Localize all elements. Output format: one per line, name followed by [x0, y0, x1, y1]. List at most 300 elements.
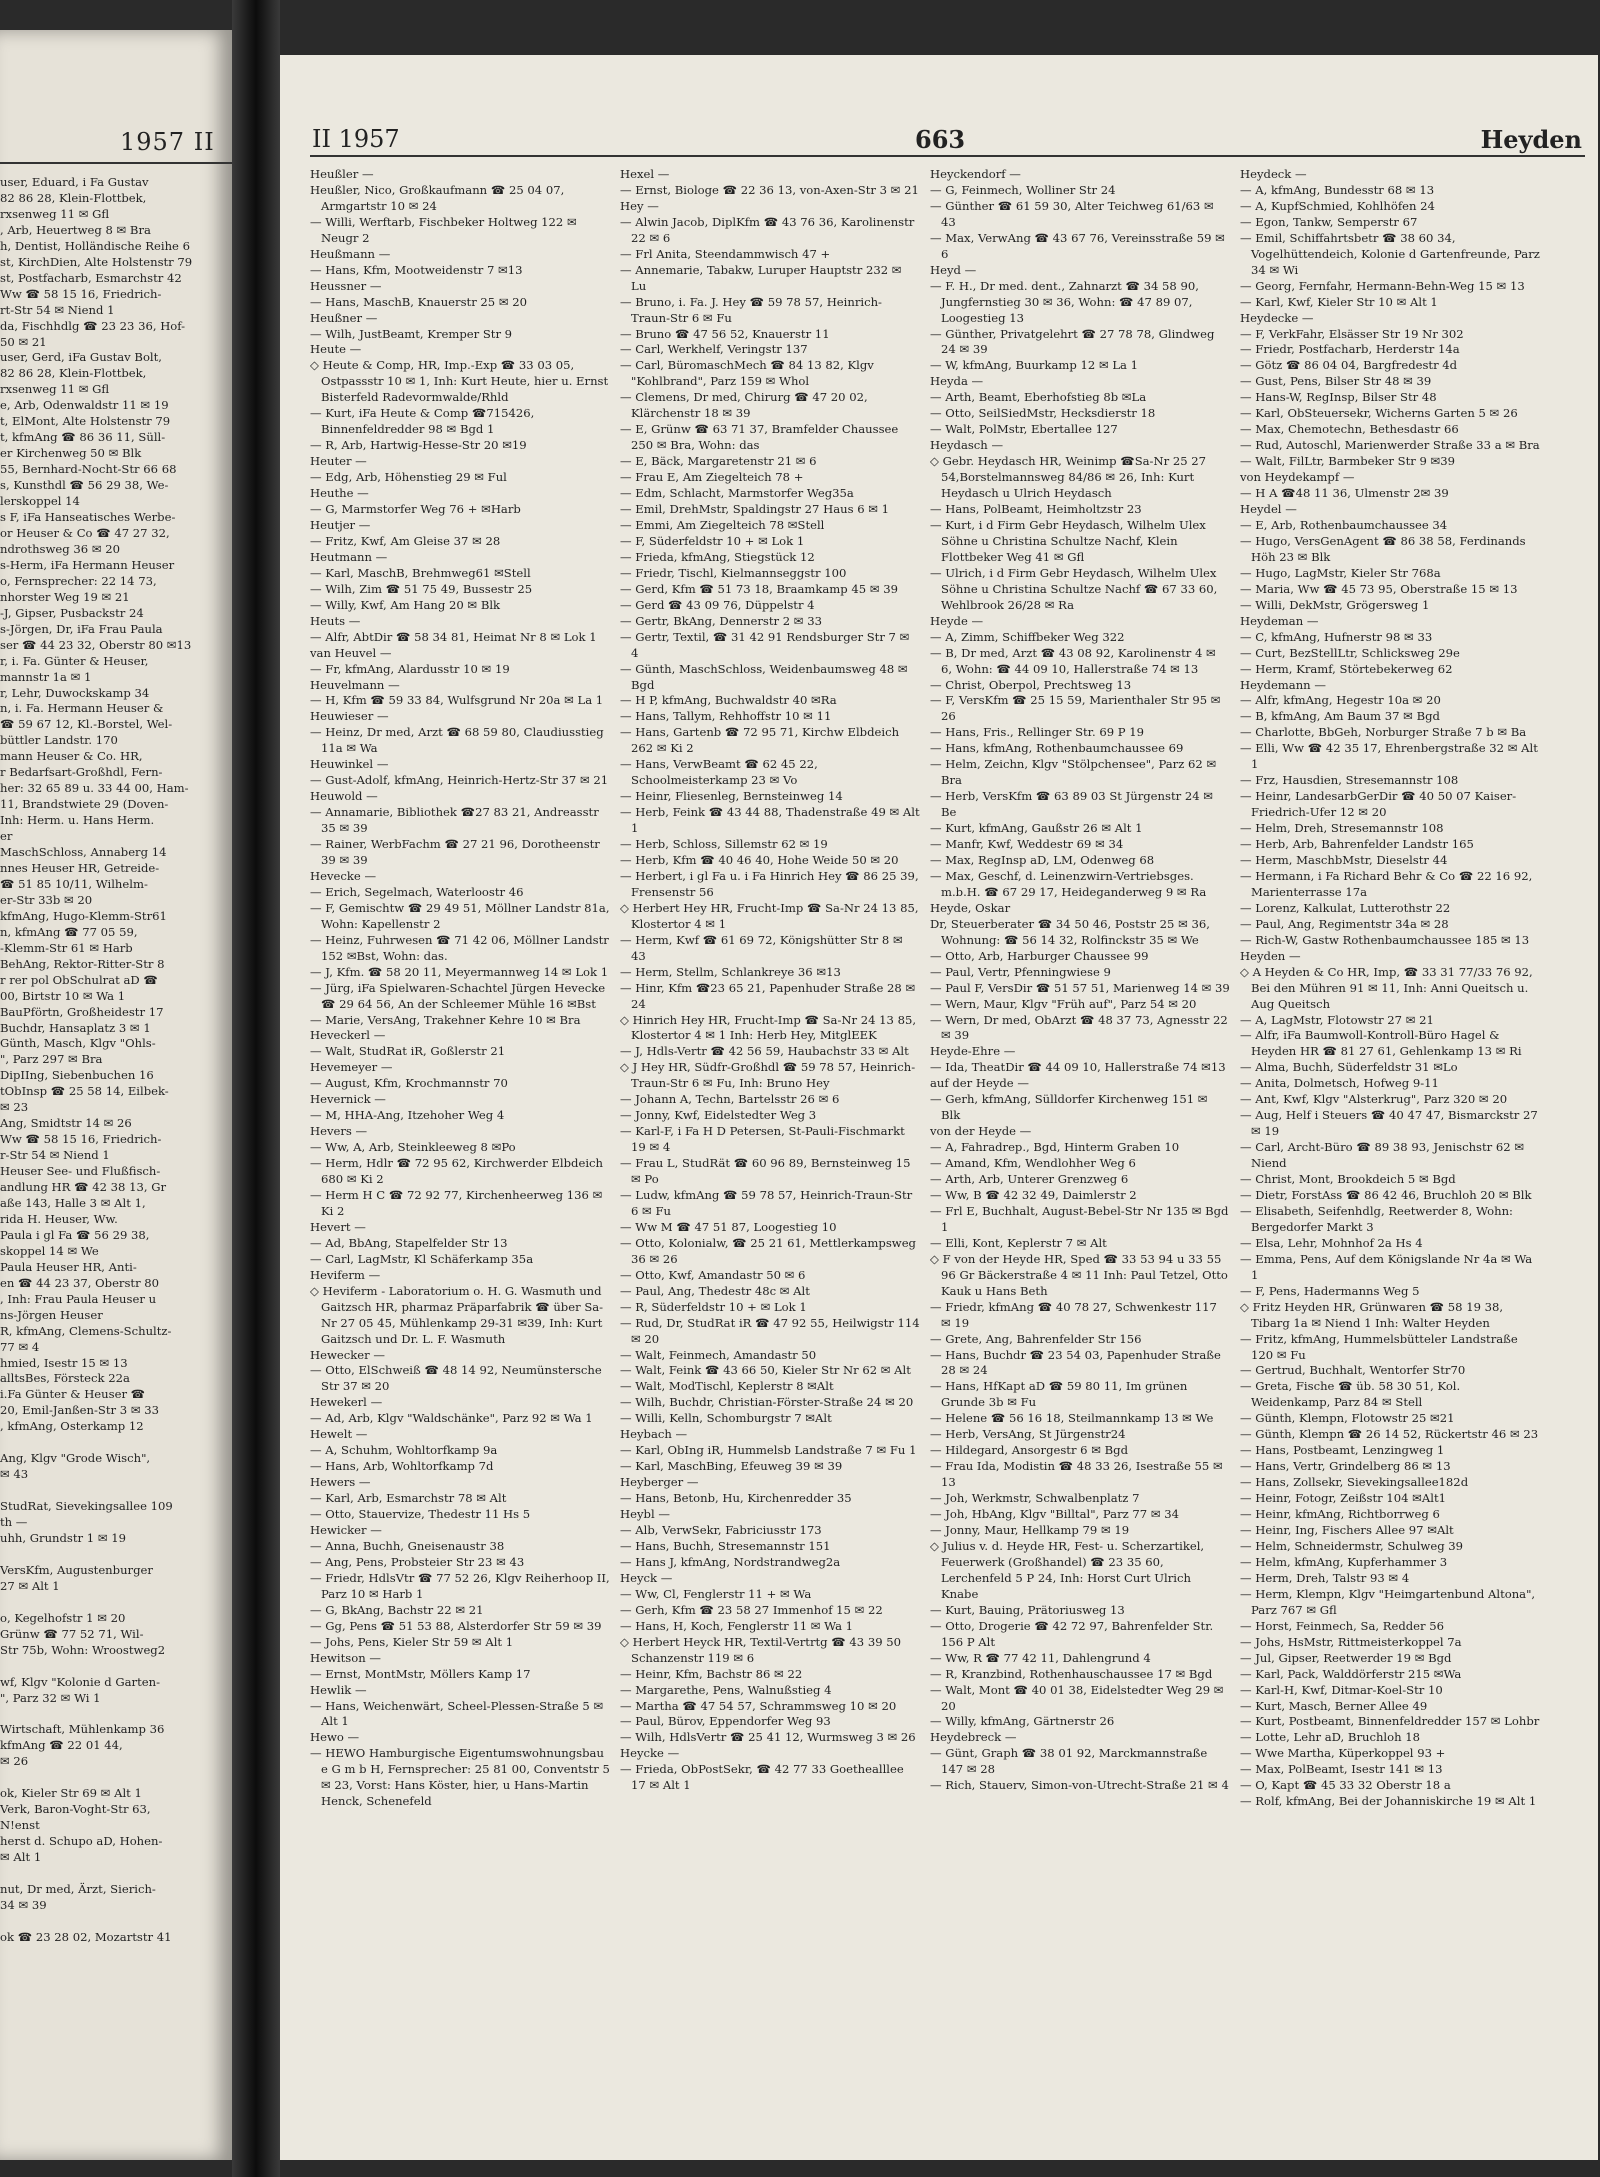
- directory-entry: — Ida, TheatDir ☎ 44 09 10, Hallerstraße 74 ✉13: [930, 1060, 1226, 1075]
- directory-entry: — A, kfmAng, Bundesstr 68 ✉ 13: [1240, 182, 1435, 197]
- directory-entry: — Max, Geschf, d. Leinenzwirn-Vertriebsges. m.b.H. ☎ 67 29 17, Heideganderweg 9 ✉ Ra: [930, 868, 1207, 899]
- directory-entry: Heyde —: [930, 613, 984, 628]
- directory-entry: Heydeck —: [1240, 167, 1307, 181]
- left-page-line: ", Parz 297 ✉ Bra: [0, 1052, 103, 1067]
- directory-entry: — Alfr, AbtDir ☎ 58 34 81, Heimat Nr 8 ✉ Lok 1: [310, 629, 597, 644]
- directory-entry: — Alfr, kfmAng, Hegestr 10a ✉ 20: [1240, 693, 1441, 708]
- directory-entry: — F. H., Dr med. dent., Zahnarzt ☎ 34 58 90, Jungfernstieg 30 ✉ 36, Wohn: ☎ 47 89 07, Loogestieg 13: [930, 278, 1199, 325]
- directory-entry: — Marie, VersAng, Trakehner Kehre 10 ✉ Bra: [310, 1012, 581, 1027]
- directory-entry: — Frau L, StudRät ☎ 60 96 89, Bernsteinweg 15 ✉ Po: [620, 1156, 911, 1187]
- directory-entry: — Gerd, Kfm ☎ 51 73 18, Braamkamp 45 ✉ 39: [620, 581, 899, 596]
- directory-entry: — Walt, ModTischl, Keplerstr 8 ✉Alt: [620, 1379, 834, 1394]
- left-page-line: ns-Jörgen Heuser: [0, 1307, 103, 1322]
- directory-entry: — Rich, Stauerv, Simon-von-Utrecht-Straße 21 ✉ 4: [930, 1778, 1229, 1793]
- left-page-line: n, i. Fa. Hermann Heuser &: [0, 701, 164, 716]
- directory-entry: — Otto, Kolonialw, ☎ 25 21 61, Mettlerkampsweg 36 ✉ 26: [620, 1235, 916, 1266]
- left-page-line: 11, Brandstwiete 29 (Doven-: [0, 797, 169, 812]
- left-page-line: kfmAng, Hugo-Klemm-Str61: [0, 908, 167, 923]
- directory-entry: Heutjer —: [310, 517, 371, 532]
- left-page-line: Ang, Klgv "Grode Wisch",: [0, 1451, 151, 1466]
- directory-entry: — Max, RegInsp aD, LM, Odenweg 68: [930, 852, 1155, 867]
- directory-entry: ◇ J Hey HR, Südfr-Großhdl ☎ 59 78 57, Heinrich-Traun-Str 6 ✉ Fu, Inh: Bruno Hey: [620, 1060, 916, 1091]
- left-page-line: s F, iFa Hanseatisches Werbe-: [0, 510, 176, 525]
- directory-entry: — F, Gemischtw ☎ 29 49 51, Möllner Landstr 81a, Wohn: Kapellenstr 2: [310, 900, 610, 931]
- directory-entry: — Willi, Werftarb, Fischbeker Holtweg 122 ✉ Neugr 2: [310, 214, 577, 245]
- directory-entry: — Aug, Helf i Steuers ☎ 40 47 47, Bismarckstr 27 ✉ 19: [1240, 1108, 1538, 1139]
- directory-entry: — Jul, Gipser, Reetwerder 19 ✉ Bgd: [1240, 1650, 1452, 1665]
- left-page-line: nnes Heuser HR, Getreide-: [0, 860, 160, 875]
- directory-entry: — Christ, Oberpol, Prechtsweg 13: [930, 677, 1132, 692]
- left-page-line: Ww ☎ 58 15 16, Friedrich-: [0, 1132, 162, 1147]
- directory-entry: — Hans, Gartenb ☎ 72 95 71, Kirchw Elbdeich 262 ✉ Ki 2: [620, 725, 900, 756]
- directory-entry: — Kurt, Postbeamt, Binnenfeldredder 157 ✉ Lohbr: [1240, 1714, 1540, 1729]
- directory-entry: Heybach —: [620, 1427, 688, 1442]
- directory-entry: Heydecke —: [1240, 310, 1314, 325]
- left-page-line: 27 ✉ Alt 1: [0, 1578, 60, 1593]
- directory-column-1: [310, 167, 610, 1810]
- directory-entry: — Karl, MaschB, Brehmweg61 ✉Stell: [310, 565, 531, 580]
- directory-entry: — Edm, Schlacht, Marmstorfer Weg35a: [620, 486, 854, 501]
- left-page-line: r, Lehr, Duwockskamp 34: [0, 685, 150, 700]
- directory-entry: Heuvelmann —: [310, 677, 400, 692]
- left-page-line: er-Str 33b ✉ 20: [0, 892, 93, 907]
- left-page-line: 55, Bernhard-Nocht-Str 66 68: [0, 462, 177, 477]
- directory-entry: — Clemens, Dr med, Chirurg ☎ 47 20 02, Klärchenstr 18 ✉ 39: [620, 390, 868, 421]
- left-page-line: Ang, Smidtstr 14 ✉ 26: [0, 1116, 132, 1131]
- left-page-line: wf, Klgv "Kolonie d Garten-: [0, 1674, 160, 1689]
- directory-entry: — Walt, FilLtr, Barmbeker Str 9 ✉39: [1240, 454, 1456, 469]
- directory-entry: — F, Süderfeldstr 10 + ✉ Lok 1: [620, 533, 805, 548]
- directory-entry: Heuwinkel —: [310, 757, 389, 772]
- directory-entry: — August, Kfm, Krochmannstr 70: [310, 1076, 508, 1091]
- directory-entry: — Max, VerwAng ☎ 43 67 76, Vereinsstraße 59 ✉ 6: [930, 230, 1225, 261]
- directory-entry: — Wilh, JustBeamt, Kremper Str 9: [310, 326, 513, 341]
- left-page-line: [0, 1483, 232, 1499]
- directory-entry: Hewekerl —: [310, 1395, 383, 1410]
- left-page-line: büttler Landstr. 170: [0, 733, 118, 748]
- directory-entry: — Friedr, HdlsVtr ☎ 77 52 26, Klgv Reiherhoop II, Parz 10 ✉ Harb 1: [310, 1570, 610, 1601]
- left-page-line: o, Kegelhofstr 1 ✉ 20: [0, 1610, 126, 1625]
- directory-entry: — Willi, Kelln, Schomburgstr 7 ✉Alt: [620, 1411, 832, 1426]
- directory-entry: — Ad, Arb, Klgv "Waldschänke", Parz 92 ✉ Wa 1: [310, 1411, 593, 1426]
- directory-entry: Heuwieser —: [310, 709, 389, 724]
- directory-entry: — Otto, ElSchweiß ☎ 48 14 92, Neumünstersche Str 37 ✉ 20: [310, 1363, 602, 1394]
- left-page-line: en ☎ 44 23 37, Oberstr 80: [0, 1275, 160, 1290]
- directory-entry: — Frau E, Am Ziegelteich 78 +: [620, 470, 804, 485]
- directory-entry: — Alwin Jacob, DiplKfm ☎ 43 76 36, Karolinenstr 22 ✉ 6: [620, 214, 915, 245]
- directory-entry: Heuwold —: [310, 789, 378, 804]
- directory-entry: — Paul F, VersDir ☎ 51 57 51, Marienweg 14 ✉ 39: [930, 980, 1230, 995]
- page-number: 663: [915, 125, 966, 154]
- directory-entry: auf der Heyde —: [930, 1076, 1029, 1091]
- directory-entry: — Otto, Arb, Harburger Chaussee 99: [930, 948, 1149, 963]
- directory-entry: Heyd —: [930, 262, 977, 277]
- directory-column-2: [620, 167, 920, 1794]
- directory-entry: Heydel —: [1240, 502, 1297, 517]
- directory-entry: — Elsa, Lehr, Mohnhof 2a Hs 4: [1240, 1235, 1423, 1250]
- directory-entry: Heussner —: [310, 278, 382, 293]
- directory-entry: — Herm H C ☎ 72 92 77, Kirchenheerweg 136 ✉ Ki 2: [310, 1188, 603, 1218]
- directory-entry: — Gertrud, Buchhalt, Wentorfer Str70: [1240, 1363, 1466, 1378]
- left-page-line: [0, 1435, 232, 1451]
- directory-entry: — Hans, Tallym, Rehhoffstr 10 ✉ 11: [620, 709, 832, 724]
- directory-entry: van Heuvel —: [310, 645, 392, 660]
- directory-entry: — Ww, A, Arb, Steinkleeweg 8 ✉Po: [310, 1140, 516, 1155]
- directory-entry: — A, Fahradrep., Bgd, Hinterm Graben 10: [930, 1140, 1180, 1155]
- directory-entry: — Joh, HbAng, Klgv "Billtal", Parz 77 ✉ 34: [930, 1507, 1180, 1522]
- directory-entry: — Herm, Kramf, Störtebekerweg 62: [1240, 661, 1453, 676]
- directory-entry: — Fritz, Kwf, Am Gleise 37 ✉ 28: [310, 533, 501, 548]
- directory-entry: — Heinr, LandesarbGerDir ☎ 40 50 07 Kaiser-Friedrich-Ufer 12 ✉ 20: [1240, 789, 1517, 820]
- directory-entry: — G, Feinmech, Wolliner Str 24: [930, 182, 1116, 197]
- left-page-line: mannstr 1a ✉ 1: [0, 669, 92, 684]
- directory-entry: — Gertr, BkAng, Dennerstr 2 ✉ 33: [620, 613, 822, 628]
- directory-entry: — Fr, kfmAng, Alardusstr 10 ✉ 19: [310, 661, 510, 676]
- left-page: [0, 30, 232, 2160]
- directory-entry: — Hans, Fris., Rellinger Str. 69 P 19: [930, 725, 1144, 740]
- directory-entry: Heveckerl —: [310, 1028, 386, 1043]
- directory-entry: — Wilh, HdlsVertr ☎ 25 41 12, Wurmsweg 3 ✉ 26: [620, 1730, 916, 1745]
- left-page-line: andlung HR ☎ 42 38 13, Gr: [0, 1180, 167, 1195]
- directory-entry: — Hans J, kfmAng, Nordstrandweg2a: [620, 1554, 841, 1569]
- directory-entry: — Paul, Ang, Thedestr 48c ✉ Alt: [620, 1283, 810, 1298]
- directory-entry: — Friedr, Postfacharb, Herderstr 14a: [1240, 342, 1460, 357]
- directory-entry: — R, Süderfeldstr 10 + ✉ Lok 1: [620, 1299, 807, 1314]
- directory-entry: — Bruno, i. Fa. J. Hey ☎ 59 78 57, Heinrich-Traun-Str 6 ✉ Fu: [620, 294, 882, 325]
- directory-entry: — Rud, Dr, StudRat iR ☎ 47 92 55, Heilwigstr 114 ✉ 20: [620, 1315, 920, 1346]
- directory-entry: Heyden —: [1240, 948, 1301, 963]
- left-page-line: rt-Str 54 ✉ Niend 1: [0, 302, 115, 317]
- directory-entry: — Charlotte, BbGeh, Norburger Straße 7 b ✉ Ba: [1240, 725, 1527, 740]
- directory-entry: — Willy, Kwf, Am Hang 20 ✉ Blk: [310, 597, 501, 612]
- directory-entry: — Maria, Ww ☎ 45 73 95, Oberstraße 15 ✉ 13: [1240, 581, 1518, 596]
- directory-entry: ◇ A Heyden & Co HR, Imp, ☎ 33 31 77/33 76 92, Bei den Mühren 91 ✉ 11, Inh: Anni Queitsch u. Aug Queitsch: [1240, 964, 1533, 1011]
- directory-entry: — Rolf, kfmAng, Bei der Johanniskirche 19 ✉ Alt 1: [1240, 1794, 1537, 1809]
- directory-entry: — Ad, BbAng, Stapelfelder Str 13: [310, 1235, 508, 1250]
- left-page-line: 50 ✉ 21: [0, 334, 47, 349]
- directory-entry: — Heinr, Kfm, Bachstr 86 ✉ 22: [620, 1666, 803, 1681]
- directory-entry: — Helm, kfmAng, Kupferhammer 3: [1240, 1554, 1448, 1569]
- left-page-line: i.Fa Günter & Heuser ☎: [0, 1387, 146, 1402]
- directory-entry: Heutmann —: [310, 549, 388, 564]
- directory-entry: — Hildegard, Ansorgestr 6 ✉ Bgd: [930, 1443, 1129, 1458]
- left-page-line: StudRat, Sievekingsallee 109: [0, 1499, 173, 1514]
- directory-entry: — M, HHA-Ang, Itzehoher Weg 4: [310, 1108, 505, 1123]
- directory-entry: — Hans, Betonb, Hu, Kirchenredder 35: [620, 1491, 852, 1506]
- directory-entry: Heußler, Nico, Großkaufmann ☎ 25 04 07, Armgartstr 10 ✉ 24: [310, 182, 565, 213]
- directory-entry: — Kurt, i d Firm Gebr Heydasch, Wilhelm Ulex Söhne u Christina Schultze Nachf, Klein Flottbeker Weg 41 ✉ Gfl: [930, 517, 1206, 564]
- directory-entry: — Gerh, Kfm ☎ 23 58 27 Immenhof 15 ✉ 22: [620, 1602, 883, 1617]
- directory-entry: — Helm, Dreh, Stresemannstr 108: [1240, 821, 1444, 836]
- directory-entry: — Hans-W, RegInsp, Bilser Str 48: [1240, 390, 1437, 405]
- directory-entry: — Jürg, iFa Spielwaren-Schachtel Jürgen Hevecke ☎ 29 64 56, An der Schleemer Mühle 16 ✉Bst: [310, 980, 606, 1011]
- directory-entry: Heute —: [310, 342, 362, 357]
- left-page-line: Verk, Baron-Voght-Str 63,: [0, 1802, 151, 1817]
- directory-entry: — Manfr, Kwf, Weddestr 69 ✉ 34: [930, 837, 1124, 852]
- directory-entry: — HEWO Hamburgische Eigentumswohnungsbau e G m b H, Fernsprecher: 25 81 00, Conventstr 5 ✉ 23, Vorst: Hans Köster, hier, u Hans-Martin Henck, Schenefeld: [310, 1746, 610, 1809]
- left-page-line: ✉ 23: [0, 1100, 29, 1115]
- left-page-line: s-Herm, iFa Hermann Heuser: [0, 557, 175, 572]
- directory-entry: — B, kfmAng, Am Baum 37 ✉ Bgd: [1240, 709, 1440, 724]
- directory-entry: — Herm, MaschbMstr, Dieselstr 44: [1240, 852, 1448, 867]
- left-page-line: mann Heuser & Co. HR,: [0, 749, 143, 764]
- directory-entry: — Helm, Zeichn, Klgv "Stölpchensee", Parz 62 ✉ Bra: [930, 757, 1217, 788]
- directory-entry: — Hans, Buchdr ☎ 23 54 03, Papenhuder Straße 28 ✉ 24: [930, 1347, 1221, 1378]
- directory-entry: — Günth, MaschSchloss, Weidenbaumsweg 48 ✉ Bgd: [620, 661, 908, 692]
- directory-entry: — Alfr, iFa Baumwoll-Kontroll-Büro Hagel & Heyden HR ☎ 81 27 61, Gehlenkamp 13 ✉ Ri: [1240, 1028, 1522, 1059]
- directory-entry: — Gust, Pens, Bilser Str 48 ✉ 39: [1240, 374, 1432, 389]
- directory-entry: — G, Marmstorfer Weg 76 + ✉Harb: [310, 502, 521, 517]
- directory-entry: — Heinr, Fliesenleg, Bernsteinweg 14: [620, 789, 843, 804]
- directory-entry: — Götz ☎ 86 04 04, Bargfredestr 4d: [1240, 358, 1458, 373]
- left-page-line: Grünw ☎ 77 52 71, Wil-: [0, 1626, 144, 1641]
- directory-entry: — Ww, Cl, Fenglerstr 11 + ✉ Wa: [620, 1586, 812, 1601]
- directory-entry: — E, Arb, Rothenbaumchaussee 34: [1240, 517, 1448, 532]
- directory-entry: — Hans, Vertr, Grindelberg 86 ✉ 13: [1240, 1459, 1451, 1474]
- directory-entry: — Johs, Pens, Kieler Str 59 ✉ Alt 1: [310, 1634, 514, 1649]
- directory-entry: — Amand, Kfm, Wendlohher Weg 6: [930, 1156, 1136, 1171]
- directory-entry: — Helene ☎ 56 16 18, Steilmannkamp 13 ✉ We: [930, 1411, 1214, 1426]
- left-page-line: -J, Gipser, Pusbackstr 24: [0, 605, 144, 620]
- directory-entry: — R, Kranzbind, Rothenhauschaussee 17 ✉ Bgd: [930, 1666, 1213, 1681]
- directory-entry: — Walt, StudRat iR, Goßlerstr 21: [310, 1044, 506, 1059]
- left-page-line: Str 75b, Wohn: Wroostweg2: [0, 1642, 166, 1657]
- directory-entry: — Karl-F, i Fa H D Petersen, St-Pauli-Fischmarkt 19 ✉ 4: [620, 1124, 905, 1155]
- directory-entry: — Carl, LagMstr, Kl Schäferkamp 35a: [310, 1251, 534, 1266]
- directory-entry: Heydasch —: [930, 438, 1004, 453]
- directory-entry: — Wern, Maur, Klgv "Früh auf", Parz 54 ✉ 20: [930, 996, 1197, 1011]
- left-page-line: skoppel 14 ✉ We: [0, 1243, 99, 1258]
- directory-entry: — R, Arb, Hartwig-Hesse-Str 20 ✉19: [310, 438, 527, 453]
- directory-entry: Hewo —: [310, 1730, 360, 1745]
- directory-entry: ◇ Julius v. d. Heyde HR, Fest- u. Scherzartikel, Feuerwerk (Großhandel) ☎ 23 35 60, Lerchenfeld 5 P 24, Inh: Horst Curt Ulrich Knabe: [930, 1538, 1205, 1601]
- directory-entry: — Paul, Vertr, Pfenningwiese 9: [930, 964, 1111, 979]
- directory-entry: — Hans, kfmAng, Rothenbaumchaussee 69: [930, 741, 1184, 756]
- directory-column-4: [1240, 167, 1540, 1810]
- directory-entry: — Gust-Adolf, kfmAng, Heinrich-Hertz-Str 37 ✉ 21: [310, 773, 609, 788]
- left-page-line: rida H. Heuser, Ww.: [0, 1211, 118, 1226]
- directory-entry: von Heydekampf —: [1240, 470, 1355, 485]
- directory-entry: — Hermann, i Fa Richard Behr & Co ☎ 22 16 92, Marienterrasse 17a: [1240, 868, 1533, 899]
- directory-entry: — Friedr, Tischl, Kielmannseggstr 100: [620, 565, 847, 580]
- left-page-line: 00, Birtstr 10 ✉ Wa 1: [0, 988, 126, 1003]
- left-page-line: VersKfm, Augustenburger: [0, 1562, 153, 1577]
- directory-entry: — Ww M ☎ 47 51 87, Loogestieg 10: [620, 1219, 837, 1234]
- directory-entry: Heyda —: [930, 374, 984, 389]
- directory-entry: — Greta, Fische ☎ üb. 58 30 51, Kol. Weidenkamp, Parz 84 ✉ Stell: [1240, 1379, 1461, 1410]
- directory-entry: — Rainer, WerbFachm ☎ 27 21 96, Dorotheenstr 39 ✉ 39: [310, 837, 600, 867]
- right-page: [280, 55, 1598, 2160]
- directory-entry: — Walt, PolMstr, Ebertallee 127: [930, 422, 1118, 437]
- directory-entry: — Heinr, Fotogr, Zeißstr 104 ✉Alt1: [1240, 1491, 1447, 1506]
- directory-entry: — Arth, Arb, Unterer Grenzweg 6: [930, 1172, 1129, 1187]
- directory-entry: — Ulrich, i d Firm Gebr Heydasch, Wilhelm Ulex Söhne u Christina Schultze Nachf ☎ 67 33 60, Wehlbrook 26/28 ✉ Ra: [930, 565, 1218, 612]
- directory-entry: — Hans, Arb, Wohltorfkamp 7d: [310, 1459, 494, 1474]
- left-page-line: er: [0, 829, 13, 844]
- directory-entry: — Walt, Feink ☎ 43 66 50, Kieler Str Nr 62 ✉ Alt: [620, 1363, 911, 1378]
- directory-entry: — Martha ☎ 47 54 57, Schrammsweg 10 ✉ 20: [620, 1698, 897, 1713]
- directory-entry: — Heinz, Dr med, Arzt ☎ 68 59 80, Claudiusstieg 11a ✉ Wa: [310, 725, 604, 756]
- directory-entry: — Kurt, kfmAng, Gaußstr 26 ✉ Alt 1: [930, 821, 1143, 836]
- directory-entry: — Otto, Kwf, Amandastr 50 ✉ 6: [620, 1267, 806, 1282]
- directory-entry: Hewicker —: [310, 1523, 382, 1538]
- left-page-line: [0, 1659, 232, 1675]
- left-page-line: n, kfmAng ☎ 77 05 59,: [0, 924, 138, 939]
- book-gutter: [232, 0, 280, 2177]
- directory-entry: — Ernst, Biologe ☎ 22 36 13, von-Axen-Str 3 ✉ 21: [620, 182, 919, 197]
- left-page-line: st, KirchDien, Alte Holstenstr 79: [0, 254, 193, 269]
- directory-entry: Hewitson —: [310, 1650, 381, 1665]
- directory-entry: — Emil, Schiffahrtsbetr ☎ 38 60 34, Vogelhüttendeich, Kolonie d Gartenfreunde, Parz 34 ✉ Wi: [1240, 230, 1540, 277]
- directory-entry: — F, VersKfm ☎ 25 15 59, Marienthaler Str 95 ✉ 26: [930, 693, 1221, 724]
- directory-entry: — Herm, Hdlr ☎ 72 95 62, Kirchwerder Elbdeich 680 ✉ Ki 2: [310, 1156, 604, 1187]
- left-page-line: BehAng, Rektor-Ritter-Str 8: [0, 956, 165, 971]
- directory-entry: Heußmann —: [310, 246, 391, 261]
- directory-entry: Heydebreck —: [930, 1730, 1017, 1745]
- directory-entry: Hevert —: [310, 1219, 366, 1234]
- directory-entry: Hevemeyer —: [310, 1060, 393, 1075]
- running-header-right: Heyden: [1480, 125, 1582, 154]
- directory-entry: — Margarethe, Pens, Walnußstieg 4: [620, 1682, 832, 1697]
- directory-entry: — Karl, ObSteuersekr, Wicherns Garten 5 ✉ 26: [1240, 406, 1518, 421]
- left-page-line: th —: [0, 1515, 28, 1530]
- directory-entry: — Ant, Kwf, Klgv "Alsterkrug", Parz 320 ✉ 20: [1240, 1092, 1508, 1107]
- directory-entry: — F, VerkFahr, Elsässer Str 19 Nr 302: [1240, 326, 1464, 341]
- directory-entry: Heybl —: [620, 1507, 670, 1522]
- directory-entry: Heußner —: [310, 310, 378, 325]
- directory-entry: — J, Hdls-Vertr ☎ 42 56 59, Haubachstr 33 ✉ Alt: [620, 1044, 909, 1059]
- left-page-line: Paula Heuser HR, Anti-: [0, 1259, 137, 1274]
- directory-entry: Heyckendorf —: [930, 167, 1021, 181]
- left-page-line: o, Fernsprecher: 22 14 73,: [0, 573, 157, 588]
- left-page-line: Paula i gl Fa ☎ 56 29 38,: [0, 1227, 150, 1242]
- directory-entry: — Hans, VerwBeamt ☎ 62 45 22, Schoolmeisterkamp 23 ✉ Vo: [620, 757, 818, 788]
- left-page-line: st, Postfacharb, Esmarchstr 42: [0, 270, 182, 285]
- left-page-line: her: 32 65 89 u. 33 44 00, Ham-: [0, 781, 189, 796]
- left-page-line: rxsenweg 11 ✉ Gfl: [0, 206, 110, 221]
- left-page-line: ", Parz 32 ✉ Wi 1: [0, 1690, 101, 1705]
- directory-entry: — Ang, Pens, Probsteier Str 23 ✉ 43: [310, 1554, 525, 1569]
- left-page-line: t, kfmAng ☎ 86 36 11, Süll-: [0, 430, 166, 445]
- left-page-line: nhorster Weg 19 ✉ 21: [0, 589, 130, 604]
- running-header-left: II 1957: [312, 125, 400, 153]
- left-page-line: ok ☎ 23 28 02, Mozartstr 41: [0, 1929, 172, 1944]
- directory-entry: — Herb, VersAng, St Jürgenstr24: [930, 1427, 1126, 1442]
- left-page-line: r Bedarfsart-Großhdl, Fern-: [0, 765, 163, 780]
- directory-entry: — Herbert, i gl Fa u. i Fa Hinrich Hey ☎ 86 25 39, Frensenstr 56: [620, 868, 919, 899]
- directory-entry: — O, Kapt ☎ 45 33 32 Oberstr 18 a: [1240, 1778, 1451, 1793]
- directory-entry: Heyberger —: [620, 1475, 699, 1490]
- directory-entry: ◇ Herbert Hey HR, Frucht-Imp ☎ Sa-Nr 24 13 85, Klostertor 4 ✉ 1: [620, 900, 919, 931]
- directory-entry: — B, Dr med, Arzt ☎ 43 08 92, Karolinenstr 4 ✉ 6, Wohn: ☎ 44 09 10, Hallerstraße 74 ✉ 13: [930, 645, 1216, 676]
- directory-entry: ◇ Heviferm - Laboratorium o. H. G. Wasmuth und Gaitzsch HR, pharmaz Präparfabrik ☎ über Sa-Nr 27 05 45, Mühlenkamp 29-31 ✉39, Inh: Kurt Gaitzsch und Dr. L. F. Wasmuth: [310, 1283, 604, 1346]
- directory-entry: — Hans, Weichenwärt, Scheel-Plessen-Straße 5 ✉ Alt 1: [310, 1698, 604, 1729]
- directory-entry: Dr, Steuerberater ☎ 34 50 46, Poststr 25 ✉ 36, Wohnung: ☎ 56 14 32, Rolfinckstr 35 ✉ We: [930, 916, 1210, 947]
- directory-entry: Heydeman —: [1240, 613, 1319, 628]
- directory-entry: — A, Schuhm, Wohltorfkamp 9a: [310, 1443, 498, 1458]
- directory-entry: — Karl-H, Kwf, Ditmar-Koel-Str 10: [1240, 1682, 1443, 1697]
- left-page-line: , Inh: Frau Paula Heuser u: [0, 1291, 157, 1306]
- directory-entry: — Paul, Bürov, Eppendorfer Weg 93: [620, 1714, 831, 1729]
- directory-entry: — A, Zimm, Schiffbeker Weg 322: [930, 629, 1125, 644]
- left-page-line: [0, 1866, 232, 1882]
- left-page-line: tObInsp ☎ 25 58 14, Eilbek-: [0, 1084, 169, 1099]
- left-page-line: uhh, Grundstr 1 ✉ 19: [0, 1531, 126, 1546]
- directory-entry: — Frl Anita, Steendammwisch 47 +: [620, 246, 831, 261]
- directory-entry: — Herb, Feink ☎ 43 44 88, Thadenstraße 49 ✉ Alt 1: [620, 805, 920, 836]
- left-page-column: [0, 175, 232, 1946]
- directory-entry: — Günt, Graph ☎ 38 01 92, Marckmannstraße 147 ✉ 28: [930, 1746, 1208, 1777]
- directory-entry: — Karl, Pack, Walddörferstr 215 ✉Wa: [1240, 1666, 1462, 1681]
- left-page-line: MaschSchloss, Annaberg 14: [0, 845, 167, 860]
- directory-entry: — Herm, Klempn, Klgv "Heimgartenbund Altona", Parz 767 ✉ Gfl: [1240, 1586, 1536, 1617]
- left-page-line: user, Gerd, iFa Gustav Bolt,: [0, 350, 162, 365]
- left-page-line: Wirtschaft, Mühlenkamp 36: [0, 1722, 165, 1737]
- left-page-line: 82 86 28, Klein-Flottbek,: [0, 190, 147, 205]
- directory-entry: — Frieda, kfmAng, Stiegstück 12: [620, 549, 815, 564]
- left-page-line: [0, 1595, 232, 1611]
- directory-entry: — Herm, Kwf ☎ 61 69 72, Königshütter Str 8 ✉ 43: [620, 932, 903, 963]
- left-page-line: 20, Emil-Janßen-Str 3 ✉ 33: [0, 1403, 159, 1418]
- left-page-line: -Klemm-Str 61 ✉ Harb: [0, 940, 133, 955]
- directory-entry: — Bruno ☎ 47 56 52, Knauerstr 11: [620, 326, 830, 341]
- directory-entry: Hevecke —: [310, 868, 377, 883]
- directory-entry: ◇ F von der Heyde HR, Sped ☎ 33 53 94 u 33 55 96 Gr Bäckerstraße 4 ✉ 11 Inh: Paul Tetzel, Otto Kauk u Hans Beth: [930, 1251, 1228, 1298]
- left-page-line: [0, 1770, 232, 1786]
- left-page-line: ☎ 51 85 10/11, Wilhelm-: [0, 876, 148, 891]
- directory-entry: Heyde, Oskar: [930, 900, 1011, 915]
- directory-entry: — Gerh, kfmAng, Sülldorfer Kirchenweg 151 ✉ Blk: [930, 1092, 1208, 1123]
- directory-entry: — Egon, Tankw, Semperstr 67: [1240, 214, 1418, 229]
- directory-entry: — Hans, Zollsekr, Sievekingsallee182d: [1240, 1475, 1469, 1490]
- left-page-line: [0, 1914, 232, 1930]
- directory-entry: ◇ Herbert Heyck HR, Textil-Vertrtg ☎ 43 39 50 Schanzenstr 119 ✉ 6: [620, 1634, 902, 1665]
- directory-entry: — Emma, Pens, Auf dem Königslande Nr 4a ✉ Wa 1: [1240, 1251, 1533, 1282]
- left-page-line: ndrothsweg 36 ✉ 20: [0, 541, 120, 556]
- directory-entry: — Edg, Arb, Höhenstieg 29 ✉ Ful: [310, 470, 507, 485]
- directory-entry: — Gg, Pens ☎ 51 53 88, Alsterdorfer Str 59 ✉ 39: [310, 1618, 602, 1633]
- directory-entry: — Frau Ida, Modistin ☎ 48 33 26, Isestraße 55 ✉ 13: [930, 1459, 1223, 1490]
- left-page-line: [0, 1547, 232, 1563]
- left-page-line: ok, Kieler Str 69 ✉ Alt 1: [0, 1786, 142, 1801]
- directory-entry: Heußler —: [310, 167, 374, 181]
- left-page-line: Ww ☎ 58 15 16, Friedrich-: [0, 286, 162, 301]
- left-page-header: 1957 II: [120, 128, 215, 156]
- directory-entry: — H A ☎48 11 36, Ulmenstr 2✉ 39: [1240, 486, 1449, 501]
- directory-entry: — Hans, H, Koch, Fenglerstr 11 ✉ Wa 1: [620, 1618, 854, 1633]
- directory-entry: — Paul, Ang, Regimentstr 34a ✉ 28: [1240, 916, 1449, 931]
- left-page-line: r rer pol ObSchulrat aD ☎: [0, 972, 158, 987]
- directory-entry: Hewecker —: [310, 1347, 385, 1362]
- directory-entry: — Gertr, Textil, ☎ 31 42 91 Rendsburger Str 7 ✉ 4: [620, 629, 910, 660]
- directory-entry: — Emmi, Am Ziegelteich 78 ✉Stell: [620, 517, 825, 532]
- directory-entry: — Hans, Buchh, Stresemannstr 151: [620, 1538, 831, 1553]
- left-page-line: R, kfmAng, Clemens-Schultz-: [0, 1323, 172, 1338]
- left-page-line: [0, 1707, 232, 1723]
- directory-entry: — Erich, Segelmach, Waterloostr 46: [310, 884, 524, 899]
- directory-entry: — Walt, Feinmech, Amandastr 50: [620, 1347, 817, 1362]
- directory-entry: — Elli, Kont, Keplerstr 7 ✉ Alt: [930, 1235, 1107, 1250]
- directory-entry: — A, LagMstr, Flotowstr 27 ✉ 21: [1240, 1012, 1434, 1027]
- directory-entry: Heycke —: [620, 1746, 680, 1761]
- directory-entry: — Willy, kfmAng, Gärtnerstr 26: [930, 1714, 1115, 1729]
- directory-entry: — Karl, MaschBing, Efeuweg 39 ✉ 39: [620, 1459, 843, 1474]
- left-page-line: kfmAng ☎ 22 01 44,: [0, 1738, 123, 1753]
- directory-entry: — Günther, Privatgelehrt ☎ 27 78 78, Glindweg 24 ✉ 39: [930, 326, 1215, 357]
- directory-entry: — Lorenz, Kalkulat, Lutterothstr 22: [1240, 900, 1451, 915]
- directory-entry: — H, Kfm ☎ 59 33 84, Wulfsgrund Nr 20a ✉ La 1: [310, 693, 604, 708]
- directory-entry: — G, BkAng, Bachstr 22 ✉ 21: [310, 1602, 484, 1617]
